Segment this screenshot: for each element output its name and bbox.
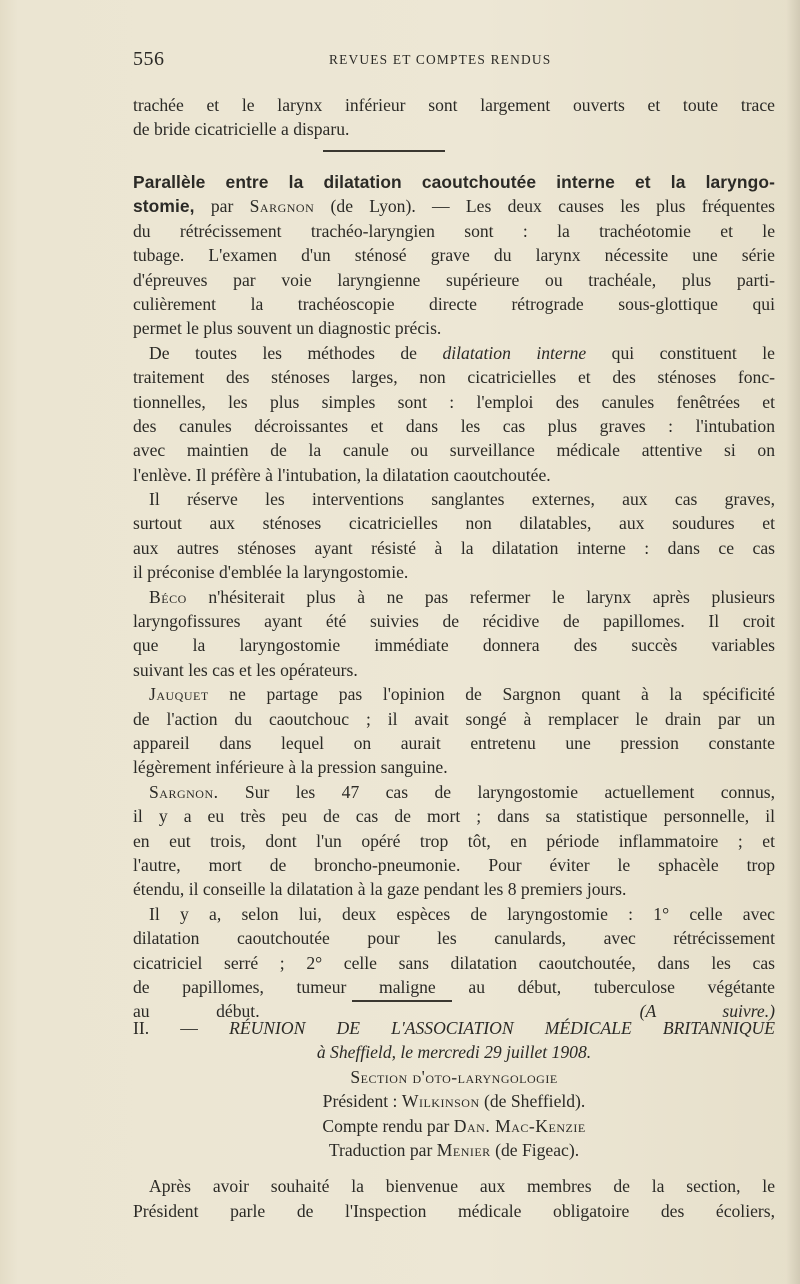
text-fragment: (de Figeac). [490,1139,580,1160]
to-be-continued: (A suivre.) [639,1001,775,1022]
article-title: Parallèle entre la dilatation caoutchoutée interne et la laryngo- [133,172,775,192]
text-fragment: Sur les 47 cas de laryngostomie actuellement connus, [218,781,775,802]
text-line: dilatation caoutchoutée pour les canulards, avec rétrécissement [133,928,775,949]
text-line: légèrement inférieure à la pression sanguine. [133,757,448,778]
text-fragment: Traduction par [328,1139,437,1160]
page-header [133,48,775,74]
text-line: Il y a, selon lui, deux espèces de laryngostomie : 1° celle avec [149,903,775,924]
speaker-name: Jauquet [149,684,209,705]
text-line: traitement des sténoses larges, non cicatricielles et des sténoses fonc- [133,367,775,388]
text-line: trachée et le larynx inférieur sont largement ouverts et toute trace [133,95,775,115]
section-number: II. — [133,1018,230,1038]
emphasis-text: dilatation interne [442,342,587,363]
separator-rule [352,1000,452,1002]
text-fragment: par [194,196,250,217]
text-line: du rétrécissement trachéo-laryngien sont : la trachéotomie et le [133,220,775,241]
text-fragment: (de Lyon). — Les deux causes les plus fréquentes [314,196,775,217]
text-line: de bride cicatricielle a disparu. [133,119,350,140]
section-british-medical [133,1016,775,1223]
page-edge-shadow [786,0,800,1284]
section-name: Section d'oto-laryngologie [350,1066,558,1087]
reporter-name: Dan. Mac-Kenzie [453,1115,586,1136]
text-line: culièrement la trachéoscopie directe rétrograde sous-glottique qui [133,293,775,314]
text-line: Après avoir souhaité la bienvenue aux membres de la section, le [149,1176,775,1197]
text-line: il y a eu très peu de cas de mort ; dans sa statistique personnelle, il [133,806,775,827]
text-line: laryngofissures ayant été suivies de récidive de papillomes. Il croit [133,611,775,632]
section-subheading: à Sheffield, le mercredi 29 juillet 1908. [316,1042,592,1063]
president-name: Wilkinson [401,1091,480,1112]
text-line: Président parle de l'Inspection médicale obligatoire des écoliers, [133,1200,775,1221]
text-block-top [133,93,775,142]
text-line: surtout aux sténoses cicatricielles non dilatables, aux soudures et [133,513,775,534]
text-line: aux autres sténoses ayant résisté à la dilatation interne : dans ce cas [133,537,775,558]
text-fragment: (de Sheffield). [479,1091,586,1112]
speaker-name: Sargnon. [149,781,219,802]
article-title-end: stomie, [133,196,195,217]
text-fragment: qui constituent le [586,342,775,363]
text-line: cicatriciel serré ; 2° celle sans dilatation caoutchoutée, dans les cas [133,952,775,973]
text-line: de papillomes, tumeur maligne au début, tuberculose végétante [133,976,775,997]
text-line: de l'action du caoutchouc ; il avait songé à remplacer le drain par un [133,708,775,729]
text-line: tionnelles, les plus simples sont : l'emploi des canules fenêtrées et [133,391,775,412]
text-fragment: Président : [322,1091,402,1112]
text-line: permet le plus souvent un diagnostic précis. [133,318,442,339]
text-fragment: n'hésiterait plus à ne pas refermer le larynx après plusieurs [186,586,775,607]
text-line: tubage. L'examen d'un sténosé grave du larynx nécessite une série [133,245,775,266]
text-line: il préconise d'emblée la laryngostomie. [133,562,409,583]
text-line: l'autre, mort de broncho-pneumonie. Pour éviter le sphacèle trop [133,854,775,875]
translator-name: Menier [436,1139,491,1160]
text-line: appareil dans lequel on aurait entretenu une pression constante [133,732,775,753]
text-fragment: De toutes les méthodes de [149,342,443,363]
text-line: en eut trois, dont l'un opéré trop tôt, en période inflammatoire ; et [133,830,775,851]
section-title: RÉUNION DE L'ASSOCIATION MÉDICALE BRITANNIQUE [229,1018,775,1038]
article-sargnon [133,170,775,1024]
text-line [133,682,775,706]
page-number: 556 [133,48,165,70]
text-line: d'épreuves par voie laryngienne supérieure ou trachéale, plus parti- [133,269,775,290]
text-fragment: Compte rendu par [322,1115,454,1136]
text-line: suivant les cas et les opérateurs. [133,659,358,680]
section-heading [133,1016,775,1040]
text-fragment: au début. [133,1001,260,1022]
text-line: que la laryngostomie immédiate donnera des succès variables [133,635,775,656]
translation-line [133,1138,775,1162]
text-line: avec maintien de la canule ou surveillance médicale attentive si on [133,440,775,461]
running-head: REVUES ET COMPTES RENDUS [329,52,552,67]
spacer [133,1162,775,1174]
text-line [133,585,775,609]
text-fragment: ne partage pas l'opinion de Sargnon quant à la spécificité [208,684,775,705]
president-line [133,1089,775,1113]
text-line [133,780,775,804]
author-name: Sargnon [249,196,315,217]
text-line: Il réserve les interventions sanglantes externes, aux cas graves, [149,489,775,510]
text-line: l'enlève. Il préfère à l'intubation, la dilatation caoutchoutée. [133,464,551,485]
text-line [133,194,775,218]
separator-rule [323,150,445,152]
text-line [133,341,775,365]
text-line: étendu, il conseille la dilatation à la gaze pendant les 8 premiers jours. [133,879,627,900]
speaker-name: Béco [149,586,187,607]
report-line [133,1114,775,1138]
text-line: des canules décroissantes et dans les cas plus graves : l'intubation [133,415,775,436]
